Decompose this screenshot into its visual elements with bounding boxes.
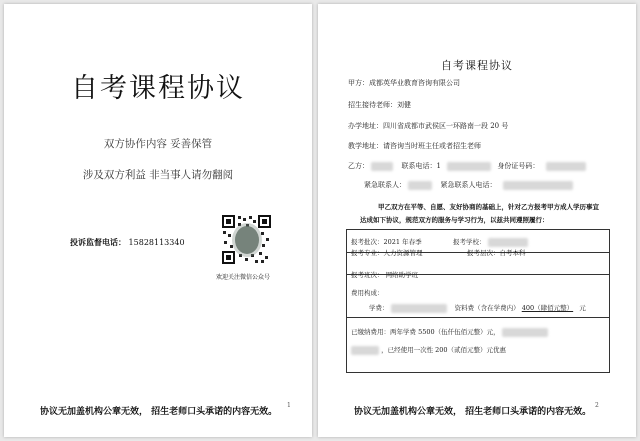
school-label: 报考学校： [453, 238, 486, 246]
party-b-row [348, 161, 586, 171]
discount-row: ，已经使用一次性 200（贰佰元整）元优惠 [351, 345, 506, 355]
emergency-label: 紧急联系人： [364, 181, 406, 189]
redacted-name [371, 162, 393, 171]
page-number: 1 [287, 402, 291, 409]
office-address: 办学地址：四川省成都市武侯区一环路南一段 20 号 [348, 122, 509, 130]
redacted-emergency-phone [503, 181, 573, 190]
materials-label: 资料费（含在学费内） [454, 304, 520, 312]
paid-fees: 已缴纳费用：两年学费 5500（伍仟伍佰元整）元， [351, 327, 548, 337]
redacted-discount [351, 346, 379, 355]
enrollment-table [346, 229, 610, 373]
fee-row [369, 303, 586, 313]
redacted-paid [502, 328, 548, 337]
right-page [318, 4, 636, 437]
redacted-tuition [391, 304, 447, 313]
party-b-phone-label: 联系电话：1 [401, 162, 441, 170]
hotline-number: 15828113340 [128, 238, 185, 247]
tuition-label: 学费： [369, 304, 389, 312]
id-label: 身份证号码： [497, 162, 540, 170]
redacted-emergency-name [408, 181, 432, 190]
batch: 报考批次：2021 年春季 [351, 238, 422, 246]
page-title: 自考课程协议 [441, 59, 513, 72]
redacted-phone [447, 162, 491, 171]
party-b-label: 乙方： [348, 162, 369, 170]
class: 报考班次： 网络助学班 [351, 271, 419, 279]
agreement-paragraph: 甲乙双方在平等、自愿、友好协商的基础上，针对乙方报考甲方成人学历事宜达成如下协议，规范双方的服务与学习行为，以兹共同遵照履行： [360, 203, 599, 224]
teacher: 招生接待老师：刘健 [348, 101, 411, 109]
left-page [4, 4, 312, 437]
school-row [453, 237, 528, 247]
materials-value: 400（肆佰元整） [521, 304, 574, 312]
page-number: 2 [595, 402, 599, 409]
yuan-unit: 元 [579, 304, 586, 312]
party-a: 甲方：成都英华业教育咨询有限公司 [348, 79, 460, 87]
major: 报考专业：人力资源管理 [351, 249, 423, 257]
redacted-school [488, 238, 528, 247]
hotline-label: 投诉监督电话： [70, 237, 126, 247]
emergency-row [364, 180, 573, 190]
cover-line-1: 双方协作内容 妥善保管 [103, 138, 213, 150]
teaching-address: 教学地址：请咨询当时班主任或者招生老师 [348, 142, 481, 150]
footer-note: 协议无加盖机构公章无效， 招生老师口头承诺的内容无效。 [40, 407, 278, 417]
footer-note: 协议无加盖机构公章无效， 招生老师口头承诺的内容无效。 [354, 407, 592, 417]
fee-heading: 费用构成： [351, 289, 384, 297]
qr-caption: 欢迎关注微信公众号 [216, 274, 271, 281]
qr-code-icon [221, 214, 272, 265]
emergency-phone-label: 紧急联系人电话： [440, 181, 497, 189]
level: 报考层次：自考本科 [467, 249, 526, 257]
cover-line-2: 涉及双方利益 非当事人请勿翻阅 [82, 169, 234, 181]
page-title: 自考课程协议 [71, 73, 245, 104]
redacted-id [546, 162, 586, 171]
hotline [70, 237, 185, 248]
